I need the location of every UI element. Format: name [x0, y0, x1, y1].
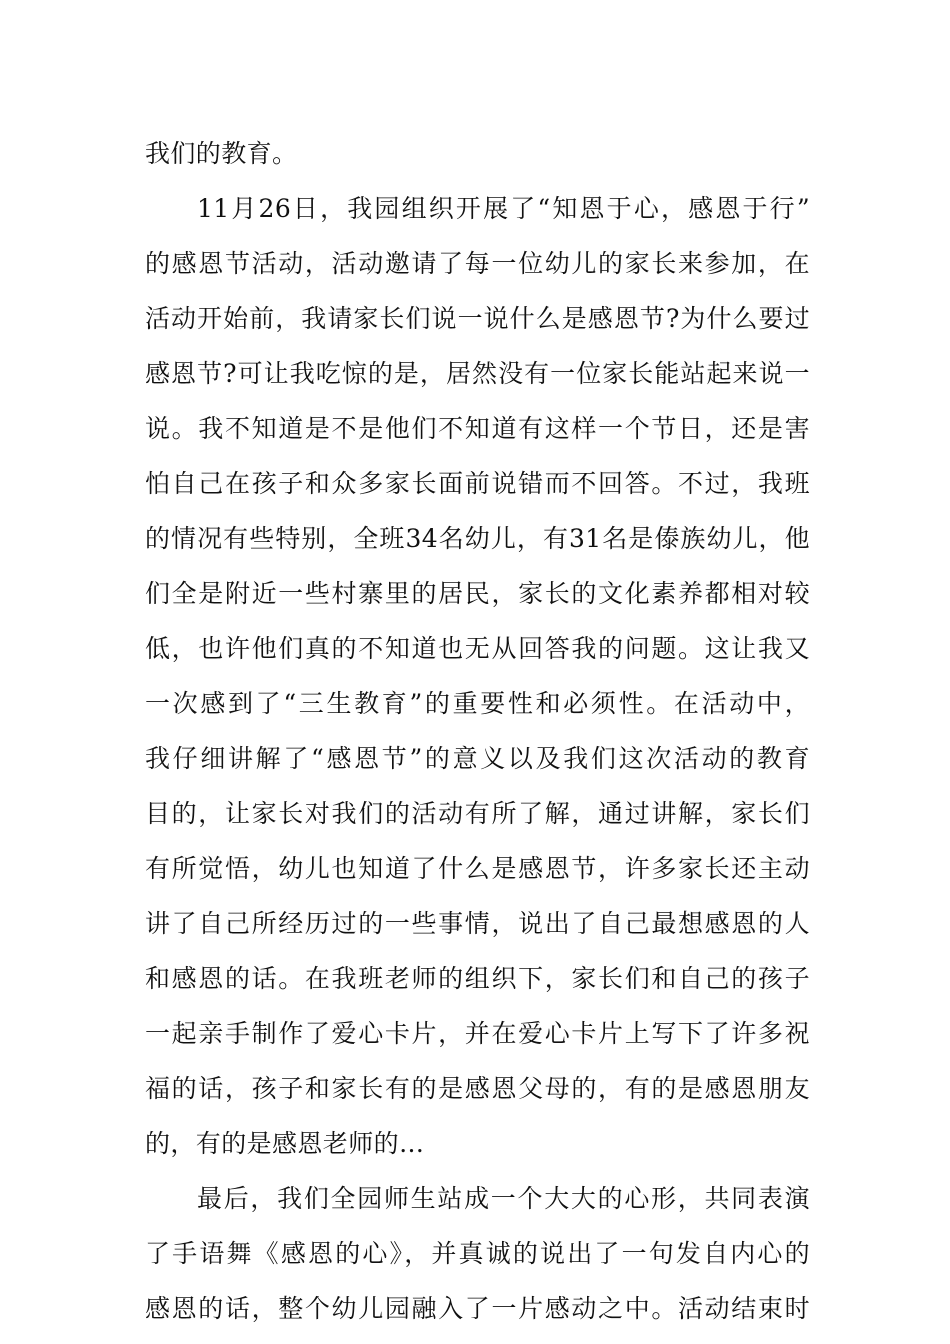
body-text — [145, 126, 810, 1336]
text-line: 低，也许他们真的不知道也无从回答我的问题。这让我又 — [145, 634, 810, 663]
text-line: 我仔细讲解了“感恩节”的意义以及我们这次活动的教育 — [145, 744, 810, 773]
text-line: 的情况有些特别，全班34名幼儿，有31名是傣族幼儿，他 — [145, 524, 810, 553]
text-line: 有所觉悟，幼儿也知道了什么是感恩节，许多家长还主动 — [145, 854, 810, 883]
text-line: 讲了自己所经历过的一些事情，说出了自己最想感恩的人 — [145, 909, 810, 938]
text-line: 福的话，孩子和家长有的是感恩父母的，有的是感恩朋友 — [145, 1074, 810, 1103]
text-line: 感恩的话，整个幼儿园融入了一片感动之中。活动结束时 — [145, 1294, 810, 1323]
text-line: 我们的教育。 — [145, 139, 298, 168]
text-line: 了手语舞《感恩的心》，并真诚的说出了一句发自内心的 — [145, 1239, 810, 1268]
text-line: 一次感到了“三生教育”的重要性和必须性。在活动中， — [145, 689, 810, 718]
text-line: 们全是附近一些村寨里的居民，家长的文化素养都相对较 — [145, 579, 810, 608]
text-line: 感恩节?可让我吃惊的是，居然没有一位家长能站起来说一 — [145, 359, 810, 388]
text-line: 说。我不知道是不是他们不知道有这样一个节日，还是害 — [145, 414, 810, 443]
text-line: 最后，我们全园师生站成一个大大的心形，共同表演 — [197, 1184, 810, 1213]
text-line: 11月26日，我园组织开展了“知恩于心，感恩于行” — [197, 194, 810, 223]
text-line: 和感恩的话。在我班老师的组织下，家长们和自己的孩子 — [145, 964, 810, 993]
text-line: 的，有的是感恩老师的… — [145, 1129, 425, 1158]
text-line: 怕自己在孩子和众多家长面前说错而不回答。不过，我班 — [145, 469, 810, 498]
text-line: 活动开始前，我请家长们说一说什么是感恩节?为什么要过 — [145, 304, 810, 333]
text-line: 一起亲手制作了爱心卡片，并在爱心卡片上写下了许多祝 — [145, 1019, 810, 1048]
text-line: 的感恩节活动，活动邀请了每一位幼儿的家长来参加，在 — [145, 249, 810, 278]
text-line: 目的，让家长对我们的活动有所了解，通过讲解，家长们 — [145, 799, 810, 828]
